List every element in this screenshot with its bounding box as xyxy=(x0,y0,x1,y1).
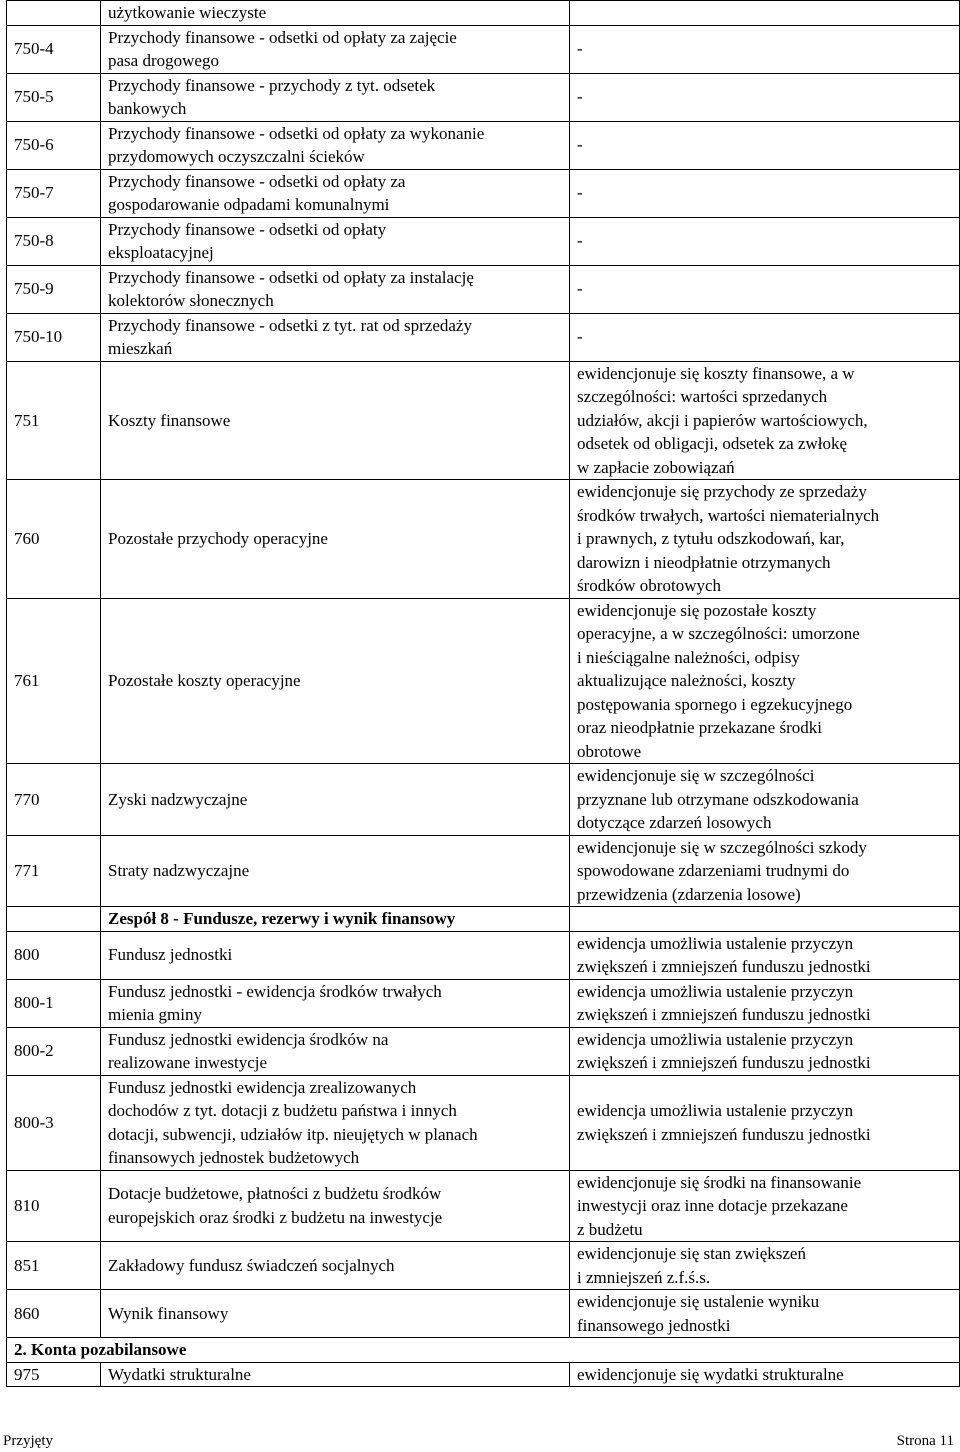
account-name xyxy=(101,907,570,932)
account-description-line: - xyxy=(577,327,583,347)
account-description xyxy=(570,1290,960,1338)
accounts-table-body xyxy=(7,1,960,1387)
account-description-line: szczególności: wartości sprzedanych xyxy=(577,387,828,406)
account-description-line: i nieściągalne należności, odpisy xyxy=(577,647,800,667)
table-row xyxy=(7,764,960,836)
account-description-line: ewidencja umożliwia ustalenie przyczyn xyxy=(577,933,854,953)
table-row xyxy=(7,73,960,121)
table-row xyxy=(7,979,960,1027)
account-code: 851 xyxy=(7,1242,101,1290)
account-name xyxy=(101,1027,570,1075)
account-description xyxy=(570,73,960,121)
account-description-line: ewidencja umożliwia ustalenie przyczyn xyxy=(577,1101,854,1120)
table-row xyxy=(7,835,960,907)
table-row xyxy=(7,1075,960,1170)
account-description-line: inwestycji oraz inne dotacje przekazane xyxy=(577,1196,848,1215)
table-row xyxy=(7,931,960,979)
account-name-line: europejskich oraz środki z budżetu na inwestycje xyxy=(108,1207,443,1227)
account-name-line: eksploatacyjnej xyxy=(108,243,214,262)
account-description-line: aktualizujące należności, koszty xyxy=(577,671,796,690)
account-name-line: Fundusz jednostki - ewidencja środków trwałych xyxy=(108,981,442,1001)
account-name xyxy=(101,835,570,907)
account-description xyxy=(570,931,960,979)
account-name xyxy=(101,1170,570,1242)
account-name xyxy=(101,313,570,361)
account-description-line: z budżetu xyxy=(577,1219,643,1239)
account-code: 800-3 xyxy=(7,1075,101,1170)
account-name xyxy=(101,1290,570,1338)
account-description-line: ewidencja umożliwia ustalenie przyczyn xyxy=(577,981,854,1001)
account-code: 760 xyxy=(7,480,101,599)
account-description xyxy=(570,1170,960,1242)
account-code: 860 xyxy=(7,1290,101,1338)
account-description-line: w zapłacie zobowiązań xyxy=(577,457,735,477)
account-name xyxy=(101,217,570,265)
account-code: 750-10 xyxy=(7,313,101,361)
account-code: 800-1 xyxy=(7,979,101,1027)
accounts-table xyxy=(6,0,960,1387)
table-row xyxy=(7,1242,960,1290)
account-name xyxy=(101,169,570,217)
account-description-line: finansowego jednostki xyxy=(577,1315,731,1335)
account-description xyxy=(570,598,960,764)
account-description xyxy=(570,217,960,265)
account-name-line: Zespół 8 - Fundusze, rezerwy i wynik finansowy xyxy=(108,909,456,928)
account-name-line: gospodarowanie odpadami komunalnymi xyxy=(108,195,390,214)
account-name-line: finansowych jednostek budżetowych xyxy=(108,1148,360,1167)
account-description-line: zwiększeń i zmniejszeń funduszu jednostki xyxy=(577,1053,871,1072)
account-name xyxy=(101,598,570,764)
account-code: 750-9 xyxy=(7,265,101,313)
account-name-line: pasa drogowego xyxy=(108,51,219,70)
table-row xyxy=(7,265,960,313)
account-description-line: i zmniejszeń z.f.ś.s. xyxy=(577,1267,711,1287)
account-name-line: Fundusz jednostki xyxy=(108,945,233,965)
table-row xyxy=(7,313,960,361)
account-description-line: postępowania spornego i egzekucyjnego xyxy=(577,694,853,714)
account-description-line: ewidencjonuje się w szczególności xyxy=(577,766,815,785)
account-name xyxy=(101,265,570,313)
account-description xyxy=(570,480,960,599)
account-description-line: darowizn i nieodpłatnie otrzymanych xyxy=(577,552,831,572)
account-code: 761 xyxy=(7,598,101,764)
account-code: 750-8 xyxy=(7,217,101,265)
account-description-line: ewidencja umożliwia ustalenie przyczyn xyxy=(577,1029,854,1049)
section-header-row xyxy=(7,1338,960,1363)
account-name-line: bankowych xyxy=(108,99,187,118)
account-description-line: ewidencjonuje się przychody ze sprzedaży xyxy=(577,482,867,501)
account-name-line: dotacji, subwencji, udziałów itp. nieujętych w planach xyxy=(108,1124,478,1144)
account-name xyxy=(101,1362,570,1387)
table-row xyxy=(7,1,960,26)
account-description-line: ewidencjonuje się stan zwiększeń xyxy=(577,1244,806,1263)
table-row xyxy=(7,25,960,73)
account-code: 751 xyxy=(7,361,101,480)
account-name xyxy=(101,25,570,73)
account-name-line: Przychody finansowe - odsetki od opłaty xyxy=(108,219,387,239)
account-code: 770 xyxy=(7,764,101,836)
account-description-line: ewidencjonuje się wydatki strukturalne xyxy=(577,1364,844,1384)
account-name-line: kolektorów słonecznych xyxy=(108,291,274,310)
account-name-line: Fundusz jednostki ewidencja środków na xyxy=(108,1029,389,1049)
account-description xyxy=(570,313,960,361)
account-description-line: środków trwałych, wartości niematerialnych xyxy=(577,505,880,525)
table-row xyxy=(7,121,960,169)
account-name-line: użytkowanie wieczyste xyxy=(108,3,267,22)
account-description-line: odsetek od obligacji, odsetek za zwłokę xyxy=(577,434,848,453)
account-name-line: Przychody finansowe - odsetki od opłaty za instalację xyxy=(108,267,474,287)
account-name xyxy=(101,931,570,979)
account-code: 800 xyxy=(7,931,101,979)
account-description-line: i prawnych, z tytułu odszkodowań, kar, xyxy=(577,529,845,548)
account-code: 810 xyxy=(7,1170,101,1242)
account-name xyxy=(101,1,570,26)
table-row xyxy=(7,907,960,932)
account-description xyxy=(570,1362,960,1387)
account-description xyxy=(570,907,960,932)
table-row xyxy=(7,217,960,265)
account-name-line: Fundusz jednostki ewidencja zrealizowanych xyxy=(108,1077,417,1097)
account-description-line: - xyxy=(577,183,583,203)
account-name-line: Pozostałe koszty operacyjne xyxy=(108,671,301,690)
account-name xyxy=(101,764,570,836)
table-row xyxy=(7,1170,960,1242)
account-name-line: realizowane inwestycje xyxy=(108,1053,268,1072)
account-description-line: zwiększeń i zmniejszeń funduszu jednostki xyxy=(577,957,871,976)
account-name-line: mieszkań xyxy=(108,339,173,358)
account-description-line: przewidzenia (zdarzenia losowe) xyxy=(577,884,801,904)
account-description-line: - xyxy=(577,279,583,299)
account-name xyxy=(101,480,570,599)
table-row xyxy=(7,1290,960,1338)
table-row xyxy=(7,1362,960,1387)
account-description-line: dotyczące zdarzeń losowych xyxy=(577,813,772,832)
account-code xyxy=(7,1,101,26)
account-name-line: Zakładowy fundusz świadczeń socjalnych xyxy=(108,1255,395,1275)
account-code: 750-5 xyxy=(7,73,101,121)
account-description xyxy=(570,1,960,26)
account-description-line: oraz nieodpłatnie przekazane środki xyxy=(577,718,822,737)
account-name xyxy=(101,73,570,121)
account-description-line: zwiększeń i zmniejszeń funduszu jednostki xyxy=(577,1124,871,1144)
account-name-line: Dotacje budżetowe, płatności z budżetu środków xyxy=(108,1184,442,1204)
account-name-line: Pozostałe przychody operacyjne xyxy=(108,529,328,548)
account-name-line: Zyski nadzwyczajne xyxy=(108,789,248,809)
footer-page-number: Strona 11 xyxy=(896,1433,954,1449)
account-description-line: środków obrotowych xyxy=(577,576,722,595)
account-description-line: ewidencjonuje się pozostałe koszty xyxy=(577,600,817,620)
account-name-line: Przychody finansowe - odsetki od opłaty za xyxy=(108,171,406,191)
account-description xyxy=(570,979,960,1027)
account-description-line: ewidencjonuje się ustalenie wyniku xyxy=(577,1292,820,1311)
account-name-line: Koszty finansowe xyxy=(108,410,231,430)
account-description xyxy=(570,1242,960,1290)
account-description xyxy=(570,835,960,907)
account-description-line: przyznane lub otrzymane odszkodowania xyxy=(577,789,859,809)
account-name xyxy=(101,1075,570,1170)
account-name-line: Straty nadzwyczajne xyxy=(108,861,250,880)
table-row xyxy=(7,598,960,764)
account-name-line: mienia gminy xyxy=(108,1005,202,1024)
section-title: 2. Konta pozabilansowe xyxy=(7,1338,960,1363)
account-code: 800-2 xyxy=(7,1027,101,1075)
account-description xyxy=(570,361,960,480)
account-code: 750-6 xyxy=(7,121,101,169)
table-row xyxy=(7,480,960,599)
account-description xyxy=(570,265,960,313)
account-description xyxy=(570,1075,960,1170)
account-name-line: Przychody finansowe - odsetki z tyt. rat od sprzedaży xyxy=(108,315,472,335)
account-description xyxy=(570,764,960,836)
account-description-line: - xyxy=(577,231,583,251)
account-description-line: ewidencjonuje się w szczególności szkody xyxy=(577,837,867,857)
account-name-line: Przychody finansowe - odsetki od opłaty za wykonanie xyxy=(108,123,485,143)
account-name xyxy=(101,1242,570,1290)
account-code: 750-7 xyxy=(7,169,101,217)
account-code: 750-4 xyxy=(7,25,101,73)
account-description-line: operacyjne, a w szczególności: umorzone xyxy=(577,624,860,643)
account-description-line: - xyxy=(577,135,583,155)
account-name xyxy=(101,121,570,169)
account-code: 771 xyxy=(7,835,101,907)
account-name-line: Wydatki strukturalne xyxy=(108,1364,251,1384)
account-description-line: ewidencjonuje się środki na finansowanie xyxy=(577,1172,862,1192)
account-name-line: dochodów z tyt. dotacji z budżetu państwa i innych xyxy=(108,1101,457,1120)
account-name-line: Przychody finansowe - przychody z tyt. odsetek xyxy=(108,75,436,95)
account-description-line: spowodowane zdarzeniami trudnymi do xyxy=(577,861,850,880)
account-description-line: ewidencjonuje się koszty finansowe, a w xyxy=(577,363,855,383)
account-code xyxy=(7,907,101,932)
table-row xyxy=(7,361,960,480)
account-description xyxy=(570,25,960,73)
footer-status: Przyjęty xyxy=(3,1433,53,1449)
account-description xyxy=(570,1027,960,1075)
account-description xyxy=(570,121,960,169)
account-description-line: - xyxy=(577,87,583,107)
table-row xyxy=(7,169,960,217)
account-description xyxy=(570,169,960,217)
account-description-line: obrotowe xyxy=(577,741,642,761)
account-description-line: - xyxy=(577,39,583,59)
account-description-line: udziałów, akcji i papierów wartościowych, xyxy=(577,410,868,430)
account-name-line: przydomowych oczyszczalni ścieków xyxy=(108,147,365,166)
account-name xyxy=(101,361,570,480)
table-row xyxy=(7,1027,960,1075)
account-description-line: zwiększeń i zmniejszeń funduszu jednostki xyxy=(577,1005,871,1024)
account-name-line: Przychody finansowe - odsetki od opłaty za zajęcie xyxy=(108,27,457,47)
account-name xyxy=(101,979,570,1027)
account-code: 975 xyxy=(7,1362,101,1387)
account-name-line: Wynik finansowy xyxy=(108,1303,229,1323)
